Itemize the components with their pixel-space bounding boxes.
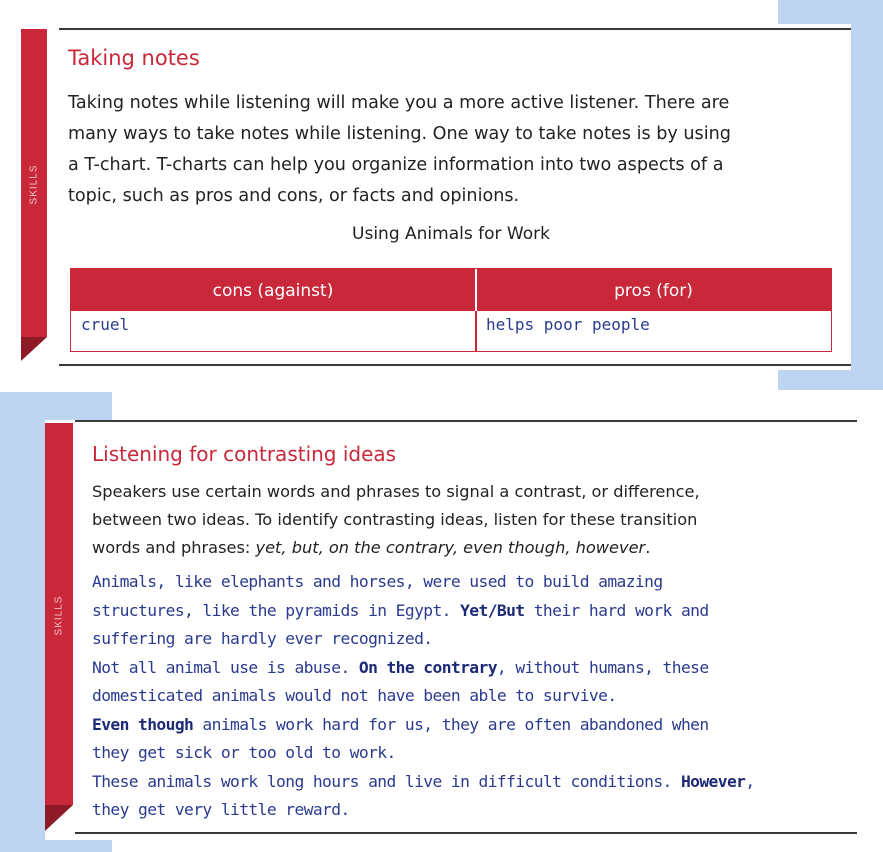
t-chart-cell-pros: helps poor people [486,315,650,334]
intro-paragraph [92,478,700,562]
skills-tab-fold [45,805,73,831]
paragraph-line: between two ideas. To identify contrasting ideas, listen for these transition [92,510,698,529]
t-chart-column-divider [475,311,477,351]
t-chart-header-divider [475,269,477,311]
skills-tab-fold [21,337,47,361]
handwritten-notes [92,568,755,825]
paragraph-line: Taking notes while listening will make you a more active listener. There are [68,93,730,113]
note-line [92,768,755,797]
note-text: , [745,771,755,791]
paragraph-text: words and phrases: [92,538,256,557]
paragraph-line: many ways to take notes while listening. One way to take notes is by using [68,124,731,144]
paragraph-line: a T-chart. T-charts can help you organize information into two aspects of a [68,155,724,175]
note-text: These animals work long hours and live in difficult conditions. [92,771,681,791]
t-chart-title: Using Animals for Work [352,224,550,244]
top-rule [75,420,857,422]
note-line: domesticated animals would not have been able to survive. [92,686,617,705]
transition-word: However [680,771,746,791]
skills-label: SKILLS [28,164,40,205]
note-line [92,597,755,626]
skills-label: SKILLS [53,595,65,636]
note-line [92,711,755,740]
paragraph-line [92,534,700,562]
t-chart-cell-cons: cruel [81,315,130,334]
note-text: their hard work and [524,600,709,620]
t-chart [70,268,832,352]
note-line: Animals, like elephants and horses, were used to build amazing [92,572,663,591]
t-chart-header-pros: pros (for) [476,269,831,311]
section-heading: Listening for contrasting ideas [92,442,397,466]
transition-word: Yet/But [460,600,525,620]
transition-word: Even though [92,714,194,734]
bottom-rule [75,832,857,834]
t-chart-header-cons: cons (against) [71,269,475,311]
paragraph-line: topic, such as pros and cons, or facts and opinions. [68,186,520,206]
section-heading: Taking notes [68,46,200,70]
top-rule [59,28,851,30]
taking-notes-panel [21,24,851,370]
transition-word: On the contrary [358,657,497,677]
bottom-rule [59,364,851,366]
note-line [92,654,755,683]
note-text: Not all animal use is abuse. [92,657,359,677]
contrasting-ideas-panel [45,420,857,840]
note-line: suffering are hardly ever recognized. [92,629,433,648]
note-text: , without humans, these [496,657,709,677]
paragraph-line: Speakers use certain words and phrases to signal a contrast, or difference, [92,482,700,501]
intro-paragraph [68,88,731,212]
note-text: structures, like the pyramids in Egypt. [92,600,461,620]
note-line: they get very little reward. [92,800,350,819]
paragraph-text: . [645,538,651,557]
note-line: they get sick or too old to work. [92,743,396,762]
transition-words: yet, but, on the contrary, even though, however [255,538,646,557]
note-text: animals work hard for us, they are often abandoned when [193,714,709,734]
